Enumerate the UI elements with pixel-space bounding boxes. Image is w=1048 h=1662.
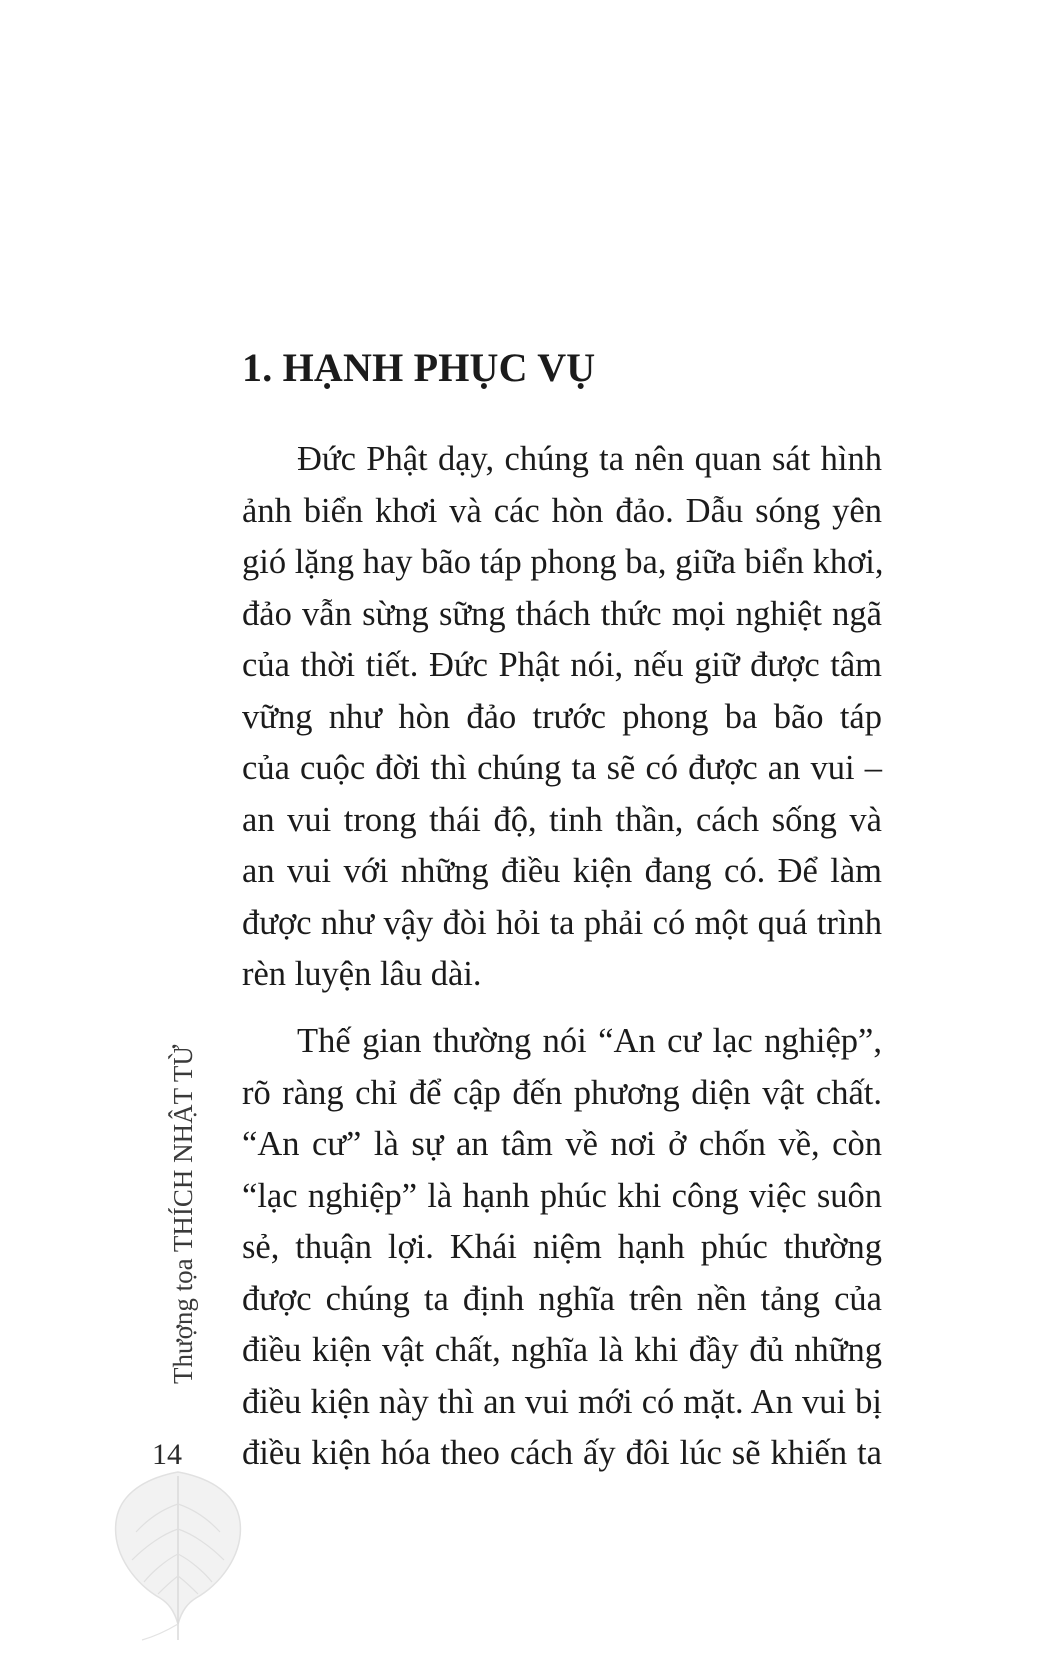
running-head: Thượng tọa THÍCH NHẬT TỪ: [168, 1044, 198, 1384]
bodhi-leaf-icon: [108, 1464, 248, 1644]
text-line: “An cư” là sự an tâm về nơi ở chốn về, còn: [242, 1125, 882, 1163]
text-line: của thời tiết. Đức Phật nói, nếu giữ được tâm: [242, 646, 882, 684]
text-line: “lạc nghiệp” là hạnh phúc khi công việc suôn: [242, 1176, 882, 1215]
text-line: đảo vẫn sừng sững thách thức mọi nghiệt ngã: [242, 594, 882, 633]
text-line: của cuộc đời thì chúng ta sẽ có được an vui –: [242, 749, 882, 787]
page-number: 14: [152, 1438, 182, 1471]
text-line: gió lặng hay bão táp phong ba, giữa biển khơi,: [242, 543, 884, 581]
paragraph-1: [242, 434, 882, 1001]
text-line: an vui trong thái độ, tinh thần, cách sống và: [242, 800, 882, 839]
text-line: rõ ràng chỉ để cập đến phương diện vật chất.: [242, 1073, 882, 1112]
text-line: rèn luyện lâu dài.: [242, 955, 482, 993]
text-line: ảnh biển khơi và các hòn đảo. Dẫu sóng yên: [242, 491, 882, 530]
text-line: được chúng ta định nghĩa trên nền tảng của: [242, 1279, 882, 1318]
text-line: điều kiện này thì an vui mới có mặt. An vui bị: [242, 1382, 882, 1421]
text-line: điều kiện vật chất, nghĩa là khi đầy đủ những: [242, 1331, 882, 1369]
paragraph-2: [242, 1016, 882, 1480]
text-line: được như vậy đòi hỏi ta phải có một quá trình: [242, 903, 882, 942]
text-line: điều kiện hóa theo cách ấy đôi lúc sẽ khiến ta: [242, 1434, 882, 1472]
section-heading: 1. HẠNH PHỤC VỤ: [242, 345, 596, 390]
text-line: an vui với những điều kiện đang có. Để làm: [242, 852, 882, 890]
text-line: sẻ, thuận lợi. Khái niệm hạnh phúc thường: [242, 1228, 882, 1266]
text-line: Thế gian thường nói “An cư lạc nghiệp”,: [297, 1022, 882, 1060]
text-line: Đức Phật dạy, chúng ta nên quan sát hình: [297, 440, 882, 478]
text-line: vững như hòn đảo trước phong ba bão táp: [242, 697, 882, 736]
